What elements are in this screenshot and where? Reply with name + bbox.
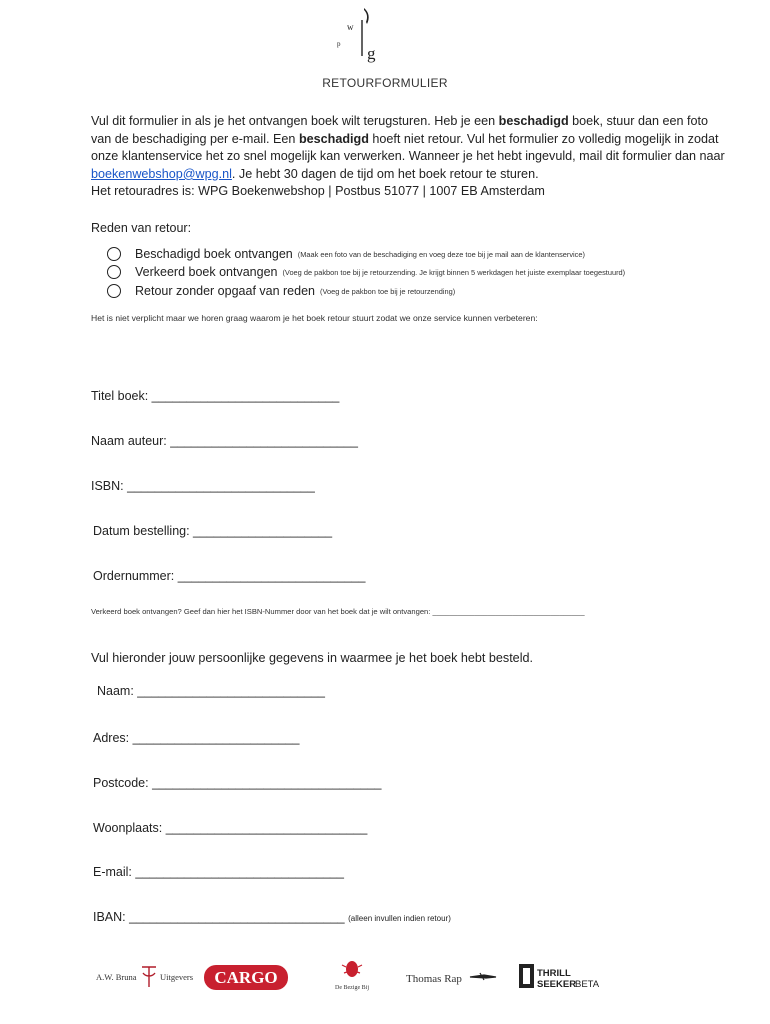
svg-text:BETA: BETA (575, 979, 600, 990)
field-iban[interactable]: IBAN: _______________________________ (alleen invullen indien retour) (93, 910, 451, 924)
radio-icon[interactable] (107, 284, 121, 298)
reason-option-wrong-book[interactable]: Verkeerd boek ontvangen (Voeg de pakbon toe bij je retourzending. Je krijgt binnen 5 werkdagen het juiste exemplaar toegestuurd) (107, 265, 625, 279)
thrill-seeker-logo (519, 964, 600, 990)
svg-text:CARGO: CARGO (214, 968, 278, 987)
intro-text: Vul dit formulier in als je het ontvangen boek wilt terugsturen. Heb je een beschadigd boek, stuur dan een foto van de beschadiging per e-mail. Een beschadigd hoeft niet retour. Vul het formulier zo volledig mogelijk in zodat onze klantenservice het zo snel mogelijk kan verwerken. Wanneer je het hebt ingevuld, mail dit formulier dan naar boekenwebshop@wpg.nl. Je hebt 30 dagen de tijd om het boek retour te sturen. Het retouradres is: WPG Boekenwebshop | Postbus 51077 | 1007 EB Amsterdam (91, 114, 725, 199)
svg-text:De Bezige Bij: De Bezige Bij (335, 985, 369, 991)
svg-text:Uitgevers: Uitgevers (160, 972, 194, 982)
field-book-title[interactable]: Titel boek: ___________________________ (91, 389, 340, 403)
awbruna-logo (96, 967, 193, 987)
field-postcode[interactable]: Postcode: _________________________________ (93, 776, 382, 790)
return-address: Het retouradres is: WPG Boekenwebshop | Postbus 51077 | 1007 EB Amsterdam (91, 184, 545, 199)
radio-icon[interactable] (107, 265, 121, 279)
bezige-bij-logo (335, 961, 369, 991)
personal-heading: Vul hieronder jouw persoonlijke gegevens in waarmee je het boek hebt besteld. (91, 651, 533, 665)
form-title: RETOURFORMULIER (322, 76, 448, 90)
cargo-logo (204, 965, 288, 990)
not-required-text: Het is niet verplicht maar we horen graag waarom je het boek retour stuurt zodat we onze service kunnen verbeteren: (91, 313, 538, 323)
svg-text:SEEKER: SEEKER (537, 979, 577, 990)
email-link[interactable]: boekenwebshop@wpg.nl (91, 166, 232, 181)
field-order-date[interactable]: Datum bestelling: ____________________ (93, 524, 333, 538)
reason-option-damaged[interactable]: Beschadigd boek ontvangen (Maak een foto van de beschadiging en voeg deze toe bij je mail aan de klantenservice) (107, 247, 585, 261)
logo-letter-p: p (337, 40, 341, 48)
thomas-rap-logo (406, 973, 496, 985)
field-isbn[interactable]: ISBN: ___________________________ (91, 479, 315, 493)
logo-letter-w: w (347, 22, 354, 32)
wpg-logo (333, 6, 393, 66)
svg-text:Thomas Rap: Thomas Rap (406, 973, 462, 985)
svg-text:A.W. Bruna: A.W. Bruna (96, 972, 137, 982)
field-author[interactable]: Naam auteur: ___________________________ (91, 434, 358, 448)
logo-letter-g: g (367, 44, 376, 63)
reason-label: Reden van retour: (91, 221, 192, 235)
iban-note: (alleen invullen indien retour) (348, 914, 451, 923)
radio-icon[interactable] (107, 247, 121, 261)
field-city[interactable]: Woonplaats: _____________________________ (93, 821, 368, 835)
field-email[interactable]: E-mail: ______________________________ (93, 865, 344, 879)
reason-option-no-reason[interactable]: Retour zonder opgaaf van reden (Voeg de pakbon toe bij je retourzending) (107, 284, 455, 298)
field-order-number[interactable]: Ordernummer: ___________________________ (93, 569, 366, 583)
wrong-book-isbn-field[interactable]: Verkeerd boek ontvangen? Geef dan hier het ISBN-Nummer door van het boek dat je wilt ontvangen: ____________________________________ (91, 607, 585, 616)
field-address[interactable]: Adres: ________________________ (93, 731, 300, 745)
publisher-logos (0, 955, 770, 1000)
field-name[interactable]: Naam: ___________________________ (97, 684, 325, 698)
svg-text:THRILL: THRILL (537, 968, 571, 979)
